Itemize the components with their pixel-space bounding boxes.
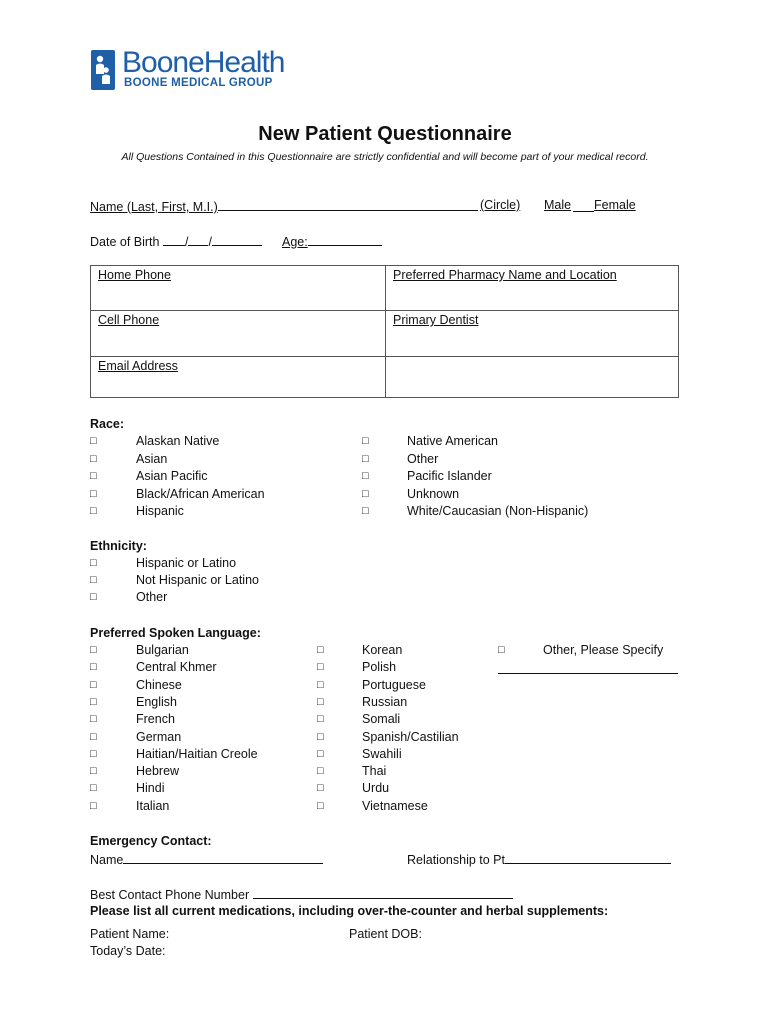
female-option[interactable]: Female <box>594 198 636 212</box>
pharmacy-label: Preferred Pharmacy Name and Location <box>393 268 617 282</box>
cell-phone-label: Cell Phone <box>98 313 160 327</box>
language-option-label: Spanish/Castilian <box>362 729 459 744</box>
ethnicity-option-label: Other <box>136 590 168 604</box>
language-option-checkbox[interactable]: □ <box>90 678 97 691</box>
name-input-line[interactable] <box>218 198 478 211</box>
brand-subtitle: BOONE MEDICAL GROUP <box>124 77 273 89</box>
dentist-label: Primary Dentist <box>393 313 479 327</box>
language-option-checkbox[interactable]: □ <box>90 644 97 656</box>
age-label: Age: <box>282 235 308 249</box>
language-option-label: Portuguese <box>362 677 426 692</box>
language-option-label: Italian <box>136 798 170 813</box>
language-option-checkbox[interactable]: □ <box>90 799 97 812</box>
language-other-checkbox[interactable]: □ <box>498 644 505 656</box>
language-option-checkbox[interactable]: □ <box>90 782 97 795</box>
language-other-label: Other, Please Specify <box>543 643 664 657</box>
language-option-checkbox[interactable]: □ <box>317 730 324 743</box>
dentist-cell[interactable] <box>386 311 679 357</box>
relationship-label: Relationship to Pt <box>407 853 505 867</box>
language-option-label: Thai <box>362 764 387 779</box>
emergency-name-field[interactable] <box>90 851 323 867</box>
language-option-checkbox[interactable]: □ <box>317 678 324 691</box>
language-option-label: Chinese <box>136 677 182 692</box>
empty-cell <box>386 357 679 398</box>
language-option-label: Vietnamese <box>362 798 428 813</box>
emergency-name-line[interactable] <box>123 851 323 864</box>
race-option-label: Hispanic <box>136 504 184 518</box>
ethnicity-heading: Ethnicity: <box>90 539 147 553</box>
contact-phone-field[interactable] <box>90 886 513 902</box>
language-option-label: Swahili <box>362 746 402 761</box>
race-option-label: Pacific Islander <box>407 469 492 483</box>
circle-label: (Circle) <box>480 198 521 212</box>
language-option-label: Bulgarian <box>136 643 189 657</box>
race-option-checkbox[interactable]: □ <box>362 505 369 517</box>
emergency-heading: Emergency Contact: <box>90 834 212 848</box>
male-option[interactable]: Male <box>544 198 572 212</box>
age-input-line[interactable] <box>308 233 382 246</box>
race-option-checkbox[interactable]: □ <box>90 452 97 465</box>
race-option-checkbox[interactable]: □ <box>90 487 97 500</box>
language-option-checkbox[interactable]: □ <box>317 765 324 778</box>
dob-day-line[interactable] <box>188 233 208 246</box>
language-option-checkbox[interactable]: □ <box>90 765 97 778</box>
medications-heading: Please list all current medications, including over-the-counter and herbal supplements: <box>90 904 609 918</box>
cell-phone-cell[interactable] <box>91 311 386 357</box>
language-option-label: Haitian/Haitian Creole <box>136 746 258 761</box>
emergency-name-label: Name <box>90 853 124 867</box>
page-title: New Patient Questionnaire <box>258 123 512 145</box>
race-option-label: Native American <box>407 434 499 448</box>
language-option-label: Russian <box>362 694 408 709</box>
race-heading: Race: <box>90 417 125 431</box>
language-heading: Preferred Spoken Language: <box>90 626 261 640</box>
language-option-label: French <box>136 712 175 727</box>
dob-month-line[interactable] <box>163 233 185 246</box>
ethnicity-option-checkbox[interactable]: □ <box>90 574 97 586</box>
language-option-checkbox[interactable]: □ <box>90 713 97 726</box>
ethnicity-option-label: Hispanic or Latino <box>136 556 237 570</box>
race-option-label: Asian <box>136 451 168 466</box>
email-cell[interactable] <box>91 357 386 398</box>
language-option-label: Central Khmer <box>136 660 217 675</box>
age-field[interactable] <box>282 233 382 249</box>
language-option-checkbox[interactable]: □ <box>90 695 97 708</box>
language-option-checkbox[interactable]: □ <box>90 747 97 760</box>
language-option-checkbox[interactable]: □ <box>90 661 97 674</box>
dob-slash-2: / <box>208 235 212 249</box>
dob-label: Date of Birth <box>90 235 160 249</box>
name-field[interactable] <box>90 198 478 214</box>
language-option-label: English <box>136 694 177 709</box>
patient-dob-label: Patient DOB: <box>349 927 422 941</box>
race-option-label: Other <box>407 451 439 466</box>
pharmacy-cell[interactable] <box>386 266 679 311</box>
language-option-checkbox[interactable]: □ <box>317 782 324 795</box>
race-option-checkbox[interactable]: □ <box>362 470 369 482</box>
email-label: Email Address <box>98 359 178 373</box>
race-option-checkbox[interactable]: □ <box>90 435 97 447</box>
dob-year-line[interactable] <box>212 233 262 246</box>
race-option-checkbox[interactable]: □ <box>362 487 369 500</box>
contact-phone-label: Best Contact Phone Number <box>90 888 250 902</box>
language-option-checkbox[interactable]: □ <box>317 799 324 812</box>
race-option-checkbox[interactable]: □ <box>362 452 369 465</box>
language-other-line[interactable] <box>498 661 678 674</box>
patient-name-label: Patient Name: <box>90 927 170 941</box>
language-option-checkbox[interactable]: □ <box>317 713 324 726</box>
language-option-checkbox[interactable]: □ <box>317 661 324 674</box>
race-option-label: Asian Pacific <box>136 469 208 483</box>
brand-logo-text <box>122 46 284 80</box>
language-option-checkbox[interactable]: □ <box>317 695 324 708</box>
race-option-checkbox[interactable]: □ <box>90 470 97 482</box>
relationship-line[interactable] <box>505 851 671 864</box>
name-label: Name (Last, First, M.I.) <box>90 200 218 214</box>
circle-gap <box>520 198 543 212</box>
relationship-field[interactable] <box>407 851 671 867</box>
race-option-label: White/Caucasian (Non-Hispanic) <box>407 504 589 518</box>
dob-slash-1: / <box>184 235 189 249</box>
home-phone-label: Home Phone <box>98 268 171 282</box>
ethnicity-option-checkbox[interactable]: □ <box>90 557 97 569</box>
ethnicity-option-label: Not Hispanic or Latino <box>136 573 259 587</box>
race-option-label: Black/African American <box>136 486 265 501</box>
race-option-checkbox[interactable]: □ <box>90 505 97 517</box>
language-option-label: German <box>136 729 182 744</box>
contact-phone-line[interactable] <box>253 886 513 899</box>
dob-field[interactable] <box>90 233 262 249</box>
page-subtitle: All Questions Contained in this Questionnaire are strictly confidential and will become part of your medical record. <box>121 151 649 163</box>
race-option-label: Unknown <box>407 486 460 501</box>
language-option-label: Hindi <box>136 781 165 796</box>
language-option-checkbox[interactable]: □ <box>317 644 324 656</box>
language-option-checkbox[interactable]: □ <box>90 730 97 743</box>
logo-icon <box>91 50 115 90</box>
home-phone-cell[interactable] <box>91 266 386 311</box>
language-option-label: Somali <box>362 712 401 727</box>
race-option-checkbox[interactable]: □ <box>362 435 369 447</box>
contact-table <box>90 265 679 398</box>
language-option-label: Hebrew <box>136 764 180 779</box>
language-option-label: Urdu <box>362 781 390 796</box>
language-option-label: Polish <box>362 660 397 675</box>
brand-name-heavy: Health <box>203 46 285 79</box>
race-option-label: Alaskan Native <box>136 434 220 448</box>
todays-date-label: Today’s Date: <box>90 944 166 958</box>
language-option-checkbox[interactable]: □ <box>317 747 324 760</box>
language-option-label: Korean <box>362 643 403 657</box>
brand-name-light: Boone <box>122 46 204 79</box>
ethnicity-option-checkbox[interactable]: □ <box>90 591 97 603</box>
gender-underline <box>573 198 594 212</box>
